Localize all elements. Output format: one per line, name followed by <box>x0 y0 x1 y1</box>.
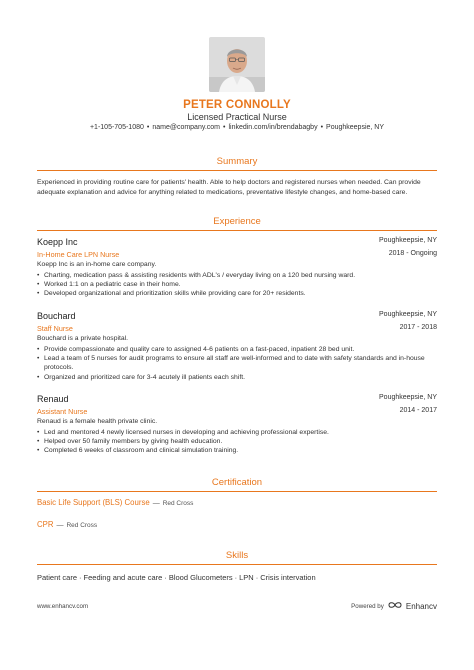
company-name: Bouchard <box>37 311 76 321</box>
job-bullet: • Provide compassionate and quality care to assigned 4-6 patients on a fast-paced, inpatient 28 bed unit. <box>37 345 437 354</box>
job-bullets <box>37 428 437 456</box>
certification-issuer: Red Cross <box>66 522 98 529</box>
company-name: Koepp Inc <box>37 237 78 247</box>
job-bullet: • Worked 1:1 on a pediatric case in their home. <box>37 280 437 289</box>
footer-powered-by <box>351 601 437 611</box>
job-role: Staff Nurse <box>37 324 73 333</box>
section-divider <box>37 491 437 492</box>
skill-separator: · <box>234 573 238 582</box>
skill-item: Patient care <box>37 573 78 582</box>
contact-separator: • <box>146 124 150 131</box>
job-bullet: • Completed 6 weeks of classroom and clinical simulation training. <box>37 446 437 455</box>
job-location: Poughkeepsie, NY <box>379 237 437 244</box>
certification-item <box>37 520 97 529</box>
footer-website-link[interactable]: www.enhancv.com <box>37 603 89 610</box>
dash-separator: — <box>152 500 160 507</box>
skill-separator: · <box>79 573 82 582</box>
job-bullets <box>37 345 437 382</box>
skills-list <box>37 573 316 582</box>
job-location: Poughkeepsie, NY <box>379 311 437 318</box>
certification-name: Basic Life Support (BLS) Course <box>37 498 150 507</box>
job-dates: 2014 - 2017 <box>399 407 437 414</box>
job-bullet: • Developed organizational and prioritization skills while providing care for 20+ residents. <box>37 289 437 298</box>
section-divider <box>37 230 437 231</box>
summary-heading: Summary <box>216 156 258 167</box>
linkedin-link[interactable]: linkedin.com/in/brendabagby <box>228 124 318 131</box>
skills-heading: Skills <box>225 550 249 561</box>
job-role: In-Home Care LPN Nurse <box>37 250 120 259</box>
skill-item: Crisis intervation <box>260 573 316 582</box>
dash-separator: — <box>56 522 64 529</box>
location: Poughkeepsie, NY <box>326 124 385 131</box>
contact-separator: • <box>223 124 226 131</box>
certification-issuer: Red Cross <box>162 500 194 507</box>
skill-separator: · <box>255 573 259 582</box>
skill-item: Feeding and acute care <box>83 573 163 582</box>
company-description: Renaud is a female health private clinic. <box>37 418 158 425</box>
job-bullet: • Helped over 50 family members by giving health education. <box>37 437 437 446</box>
section-divider <box>37 564 437 565</box>
summary-text: Experienced in providing routine care for patients' health. Able to help doctors and registered nurses when needed. Can provide adequate explanation and advice for anything related to medications, preventative lifestyle changes, and home-based care. <box>37 179 421 196</box>
job-dates: 2017 - 2018 <box>399 324 437 331</box>
job-role: Assistant Nurse <box>37 407 88 416</box>
brand-name: Enhancv <box>405 601 437 611</box>
skill-item: Blood Glucometers <box>168 573 233 582</box>
company-description: Bouchard is a private hospital. <box>37 335 129 342</box>
job-dates: 2018 - Ongoing <box>388 250 437 257</box>
certification-item <box>37 498 193 507</box>
email[interactable]: name@company.com <box>152 124 220 131</box>
job-bullet: • Lead a team of 5 nurses for audit programs to ensure all staff are well-informed and to date with safety standards and in-house protocols. <box>37 354 437 372</box>
company-name: Renaud <box>37 394 69 404</box>
contact-separator: • <box>320 124 324 131</box>
experience-heading: Experience <box>213 216 261 227</box>
skill-separator: · <box>164 573 167 582</box>
candidate-title: Licensed Practical Nurse <box>187 112 287 122</box>
enhancv-logo-icon <box>388 601 402 611</box>
profile-photo <box>209 37 265 92</box>
section-divider <box>37 170 437 171</box>
phone: +1-105-705-1080 <box>89 124 144 131</box>
candidate-name: PETER CONNOLLY <box>183 99 291 111</box>
company-description: Koepp Inc is an in-home care company. <box>37 261 157 268</box>
powered-by-label: Powered by <box>351 602 384 610</box>
job-bullet: • Organized and prioritized care for 3-4 acutely ill patients each shift. <box>37 373 437 382</box>
contact-line <box>0 124 474 131</box>
job-bullet: • Charting, medication pass & assisting residents with ADL's / everyday living on a 120 bed nursing ward. <box>37 271 437 280</box>
certification-heading: Certification <box>211 477 263 488</box>
job-bullets <box>37 271 437 299</box>
skill-item: LPN <box>239 573 254 582</box>
job-bullet: • Led and mentored 4 newly licensed nurses in developing and achieving professional expertise. <box>37 428 437 437</box>
certification-name: CPR <box>37 520 54 529</box>
job-location: Poughkeepsie, NY <box>379 394 437 401</box>
